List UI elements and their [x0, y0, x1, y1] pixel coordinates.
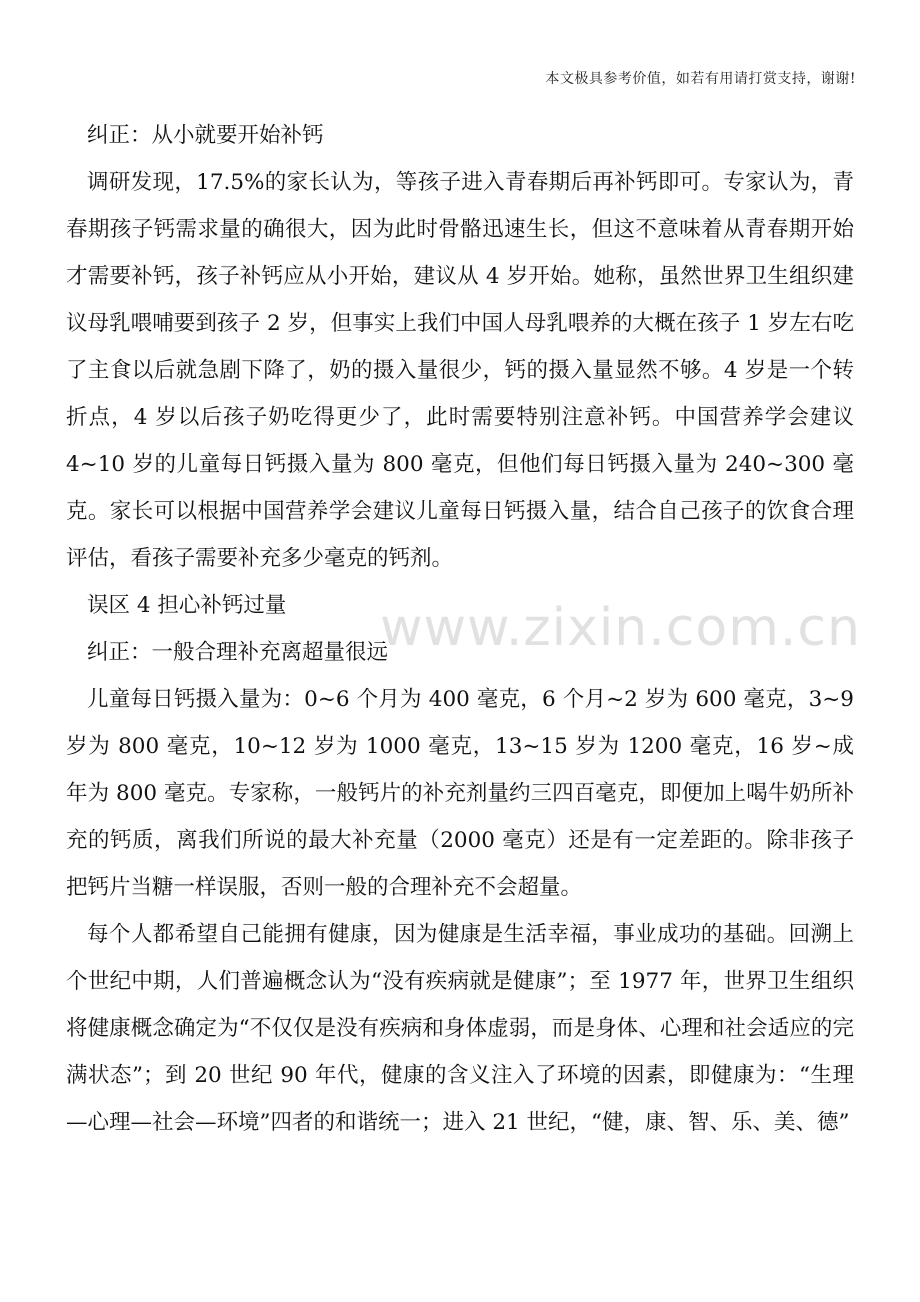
paragraph-calcium-research: 调研发现，17.5%的家长认为，等孩子进入青春期后再补钙即可。专家认为，青春期孩子钙需求量的确很大，因为此时骨骼迅速生长，但这不意味着从青春期开始才需要补钙，孩子补钙应从小开始，建议从 4 岁开始。她称，虽然世界卫生组织建议母乳喂哺要到孩子 2 岁，但事实上我们中国人母乳喂养的大概在孩子 1 岁左右吃了主食以后就急剧下降了，奶的摄入量很少，钙的摄入量显然不够。4 岁是一个转折点，4 岁以后孩子奶吃得更少了，此时需要特别注意补钙。中国营养学会建议 4~10 岁的儿童每日钙摄入量为 800 毫克，但他们每日钙摄入量为 240~300 毫克。家长可以根据中国营养学会建议儿童每日钙摄入量，结合自己孩子的饮食合理评估，看孩子需要补充多少毫克的钙剂。 [66, 170, 854, 571]
paragraph-health-concept: 每个人都希望自己能拥有健康，因为健康是生活幸福，事业成功的基础。回溯上个世纪中期，人们普遍概念认为“没有疾病就是健康”；至 1977 年，世界卫生组织将健康概念确定为“不仅仅是没有疾病和身体虚弱，而是身体、心理和社会适应的完满状态”；到 20 世纪 90 年代，健康的含义注入了环境的因素，即健康为：“生理—心理—社会—环境”四者的和谐统一；进入 21 世纪，“健，康、智、乐、美、德” [66, 922, 854, 1135]
watermark: www.zixin.com.cn [380, 598, 861, 658]
document-body [66, 112, 854, 1146]
misconception-heading-4: 误区 4 担心补钙过量 [87, 593, 287, 618]
correction-heading-2: 纠正：一般合理补充离超量很远 [87, 640, 389, 665]
correction-heading-1: 纠正：从小就要开始补钙 [87, 123, 324, 148]
header-note: 本文极具参考价值，如若有用请打赏支持，谢谢! [545, 71, 856, 87]
paragraph-daily-intake: 儿童每日钙摄入量为：0~6 个月为 400 毫克，6 个月~2 岁为 600 毫克，3~9 岁为 800 毫克，10~12 岁为 1000 毫克，13~15 岁为 1200 毫克，16 岁~成年为 800 毫克。专家称，一般钙片的补充剂量约三四百毫克，即便加上喝牛奶所补充的钙质，离我们所说的最大补充量（2000 毫克）还是有一定差距的。除非孩子把钙片当糖一样误服，否则一般的合理补充不会超量。 [66, 687, 854, 900]
